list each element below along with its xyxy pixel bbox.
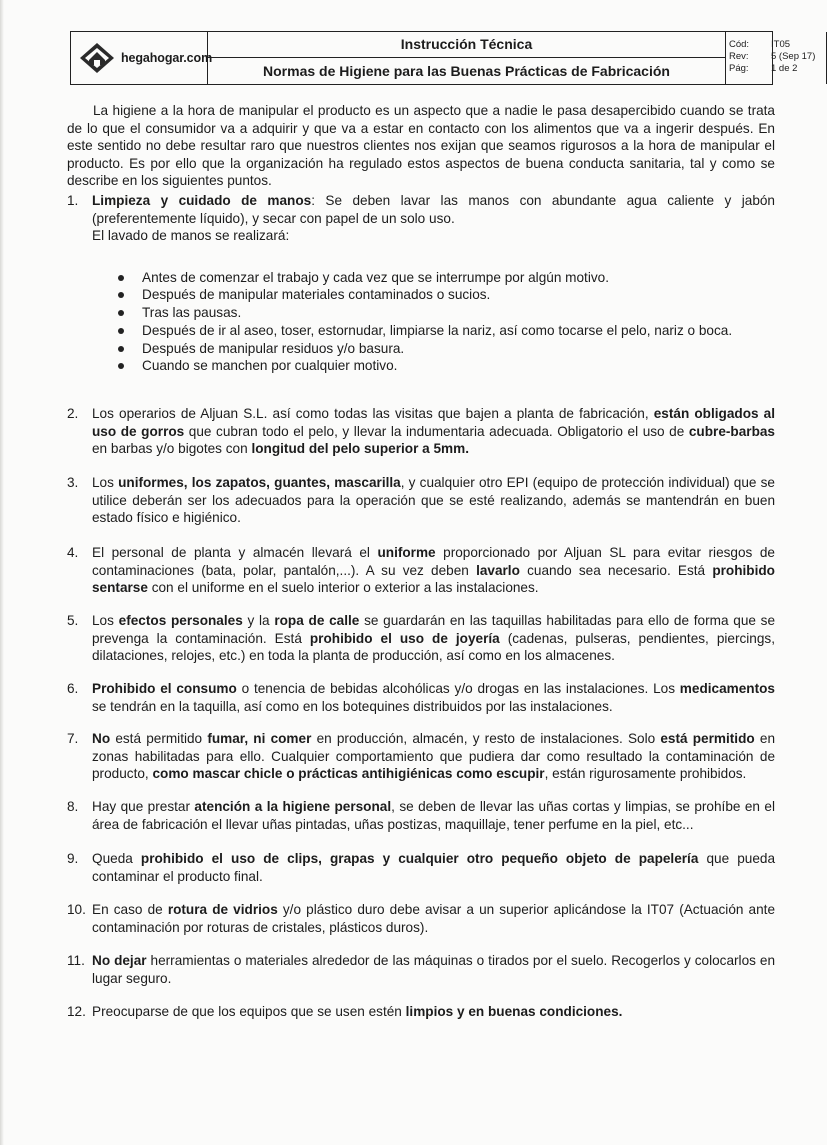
intro-paragraph: La higiene a la hora de manipular el producto es un aspecto que a nadie le pasa desapercibido cuando se trata de lo que el consumidor va a adquirir y que va a estar en contacto con los alimentos que va a ingerir después. En este sentido no debe resultar raro que nuestros clientes nos exijan que seamos rigurosos a la hora de manipular el producto. Es por ello que la organización ha regulado estos aspectos de buena conducta sanitaria, tal y como se describe en los siguientes puntos.: [67, 103, 775, 188]
rule-item: [67, 474, 775, 527]
rule-emphasis: No: [92, 731, 111, 746]
rule-emphasis: efectos personales: [118, 613, 243, 628]
handwash-bullet-item: Antes de comenzar el trabajo y cada vez que se interrumpe por algún motivo.: [92, 269, 775, 287]
rule-text: [92, 405, 775, 458]
document-type: Instrucción Técnica: [208, 32, 725, 58]
rule-emphasis: uniformes, los zapatos, guantes, mascarilla: [118, 475, 401, 490]
rule-emphasis: lavarlo: [476, 562, 520, 578]
rule-text-run: : Se deben lavar las manos con abundante agua caliente y jabón (preferentemente líquido), y secar con papel de un solo uso.: [92, 193, 775, 226]
rule-number: 11.: [67, 953, 85, 968]
rule-text-run: en zonas habilitadas para ello. Cualquier comportamiento que pudiera dar como resultado la contaminación de producto,: [92, 731, 775, 781]
rule-text: [92, 680, 775, 715]
rule-text-run: y la: [242, 613, 275, 628]
rule-text-run: Queda: [92, 851, 141, 866]
rule-text-run: con el uniforme en el suelo interior o exterior a las instalaciones.: [147, 580, 539, 595]
rule-text: [92, 952, 775, 987]
rule-item: [67, 901, 775, 936]
rule-text: [92, 544, 775, 597]
rule-text-run: en producción, almacén, y resto de instalaciones. Solo: [311, 731, 661, 746]
rule-emphasis: medicamentos: [679, 681, 775, 696]
rule-text-run: Hay que prestar: [92, 799, 195, 814]
rule-text: [92, 901, 775, 936]
rule-item: [67, 730, 775, 783]
rule-number: 12.: [67, 1004, 86, 1019]
rule-emphasis: prohibido el uso de joyería: [309, 630, 500, 646]
rule-emphasis: cubre-barbas: [688, 423, 775, 439]
rule-text-run: en barbas y/o bigotes con: [92, 441, 252, 456]
logo-text: hegahogar.com: [121, 51, 213, 65]
rule-emphasis: están obligados al uso de gorros: [92, 406, 776, 439]
rule-item: [67, 850, 775, 885]
rule-text-run: y/o plástico duro debe avisar a un superior aplicándose la IT07 (Actuación ante contaminación por roturas de cristales, plásticos duros).: [92, 902, 776, 935]
rule-text: [92, 1003, 775, 1021]
rule-emphasis: prohibido sentarse: [92, 562, 775, 595]
rule-text-run: , se deben de llevar las uñas cortas y limpias, se prohíbe en el área de fabricación el llevar uñas pintadas, uñas postizas, maquillaje, tener perfume en la piel, etc...: [92, 799, 775, 832]
rule-emphasis: No dejar: [92, 953, 147, 968]
handwash-bullet-list: [92, 269, 775, 376]
rule-item: [67, 192, 775, 375]
document-title: Normas de Higiene para las Buenas Prácticas de Fabricación: [263, 63, 670, 79]
rule-text-run: se tendrán en la taquilla, así como en los botequines distribuidos por las instalaciones.: [92, 698, 613, 714]
rule-text-run: , están rigurosamente prohibidos.: [544, 766, 747, 781]
rule-emphasis: ropa de calle: [274, 613, 360, 628]
rule-item: [67, 544, 775, 597]
rule-text-run: Los: [92, 613, 119, 628]
document-meta: [726, 32, 816, 84]
rule-emphasis: como mascar chicle o prácticas antihigiénicas como escupir: [152, 766, 545, 781]
rule-number: 3.: [67, 475, 79, 490]
handwash-bullet-item: Después de manipular materiales contaminados o sucios.: [92, 286, 775, 304]
rule-text-run: , y cualquier otro EPI (equipo de protección individual) que se utilice deberán ser los adecuados para la operación que se esté realizando, además se mantendrán en buen estado físico e higiénico.: [92, 475, 775, 525]
rule-emphasis: Prohibido el consumo: [92, 681, 237, 696]
rule-number: 4.: [67, 545, 79, 560]
rule-text-run: que cubran todo el pelo, y llevar la indumentaria adecuada. Obligatorio el uso de: [184, 423, 689, 439]
rule-text-run: Los operarios de Aljuan S.L. así como todas las visitas que bajen a planta de fabricación,: [92, 406, 654, 421]
meta-code: Cód: IT05: [729, 39, 791, 50]
rule-text: [92, 798, 775, 833]
rule-text-run: que pueda contaminar el producto final.: [92, 851, 776, 884]
rule-number: 2.: [67, 406, 79, 421]
rule-item: [67, 1003, 775, 1021]
rule-text-run: cuando sea necesario. Está: [519, 562, 713, 578]
rule-item: [67, 952, 775, 987]
rule-item: [67, 405, 775, 458]
rule-number: 10.: [67, 902, 86, 917]
handwash-bullet-item: Cuando se manchen por cualquier motivo.: [92, 357, 775, 375]
rule-emphasis: prohibido el uso de clips, grapas y cualquier otro pequeño objeto de papelería: [140, 851, 699, 866]
rule-number: 9.: [67, 851, 79, 866]
rule-text: [92, 730, 775, 783]
rule-text-run: se guardarán en las taquillas habilitadas para ello de forma que se prevenga la contaminación. Está: [92, 613, 776, 646]
rule-number: 7.: [67, 731, 79, 746]
rule-number: 8.: [67, 799, 79, 814]
rule-emphasis: longitud del pelo superior a 5mm.: [251, 441, 469, 456]
rule-text-run: Los: [92, 475, 119, 490]
rule-text-run: El personal de planta y almacén llevará el: [92, 545, 378, 560]
document-header: [70, 31, 816, 85]
rule-text-run: (cadenas, pulseras, pendientes, piercings, dilataciones, relojes, etc.) en toda la planta de producción, así como en los almacenes.: [92, 630, 775, 663]
document-body: [67, 102, 775, 190]
rule-text-run: En caso de: [92, 902, 168, 917]
rule-item: [67, 798, 775, 833]
handwash-bullet-item: Después de manipular residuos y/o basura.: [92, 340, 775, 358]
rule-emphasis: uniforme: [377, 545, 436, 560]
meta-page: Pág: 1 de 2: [729, 63, 798, 74]
company-logo-icon: [77, 41, 117, 75]
rule-emphasis: está permitido: [660, 731, 755, 746]
page-edge: [0, 0, 4, 1145]
rule-emphasis: limpios y en buenas condiciones.: [405, 1004, 623, 1019]
meta-revision: Rev: 5 (Sep 17): [729, 51, 816, 62]
rule-text: [92, 192, 775, 227]
rule-number: 5.: [67, 613, 79, 628]
rule-item: [67, 680, 775, 715]
rule-text-run: o tenencia de bebidas alcohólicas y/o drogas en las instalaciones. Los: [236, 681, 680, 696]
handwash-bullet-item: Tras las pausas.: [92, 304, 775, 322]
rule-item: [67, 612, 775, 665]
rule-number: 1.: [67, 193, 79, 208]
rule-emphasis: rotura de vidrios: [167, 902, 278, 917]
rule-text-run: está permitido: [110, 731, 208, 746]
rule-text: [92, 850, 775, 885]
rule-text-run: proporcionado por Aljuan SL para evitar riesgos de contaminaciones (bata, polar, pantalón,...). A su vez deben: [92, 545, 775, 578]
rule-text: [92, 474, 775, 527]
logo-cell: [71, 32, 213, 84]
rule-emphasis: atención a la higiene personal: [194, 799, 392, 814]
title-cell: [208, 32, 726, 84]
rule-text: [92, 612, 775, 665]
handwash-bullet-item: Después de ir al aseo, toser, estornudar, limpiarse la nariz, así como tocarse el pelo, nariz o boca.: [92, 322, 775, 340]
rule-emphasis: fumar, ni comer: [207, 731, 312, 746]
handwash-intro: El lavado de manos se realizará:: [92, 228, 290, 243]
rule-emphasis: Limpieza y cuidado de manos: [92, 193, 312, 208]
rule-text-run: herramientas o materiales alrededor de las máquinas o tirados por el suelo. Recogerlos y colocarlos en lugar seguro.: [92, 953, 776, 986]
rule-number: 6.: [67, 681, 79, 696]
rule-text-run: Preocuparse de que los equipos que se usen estén: [92, 1004, 406, 1019]
